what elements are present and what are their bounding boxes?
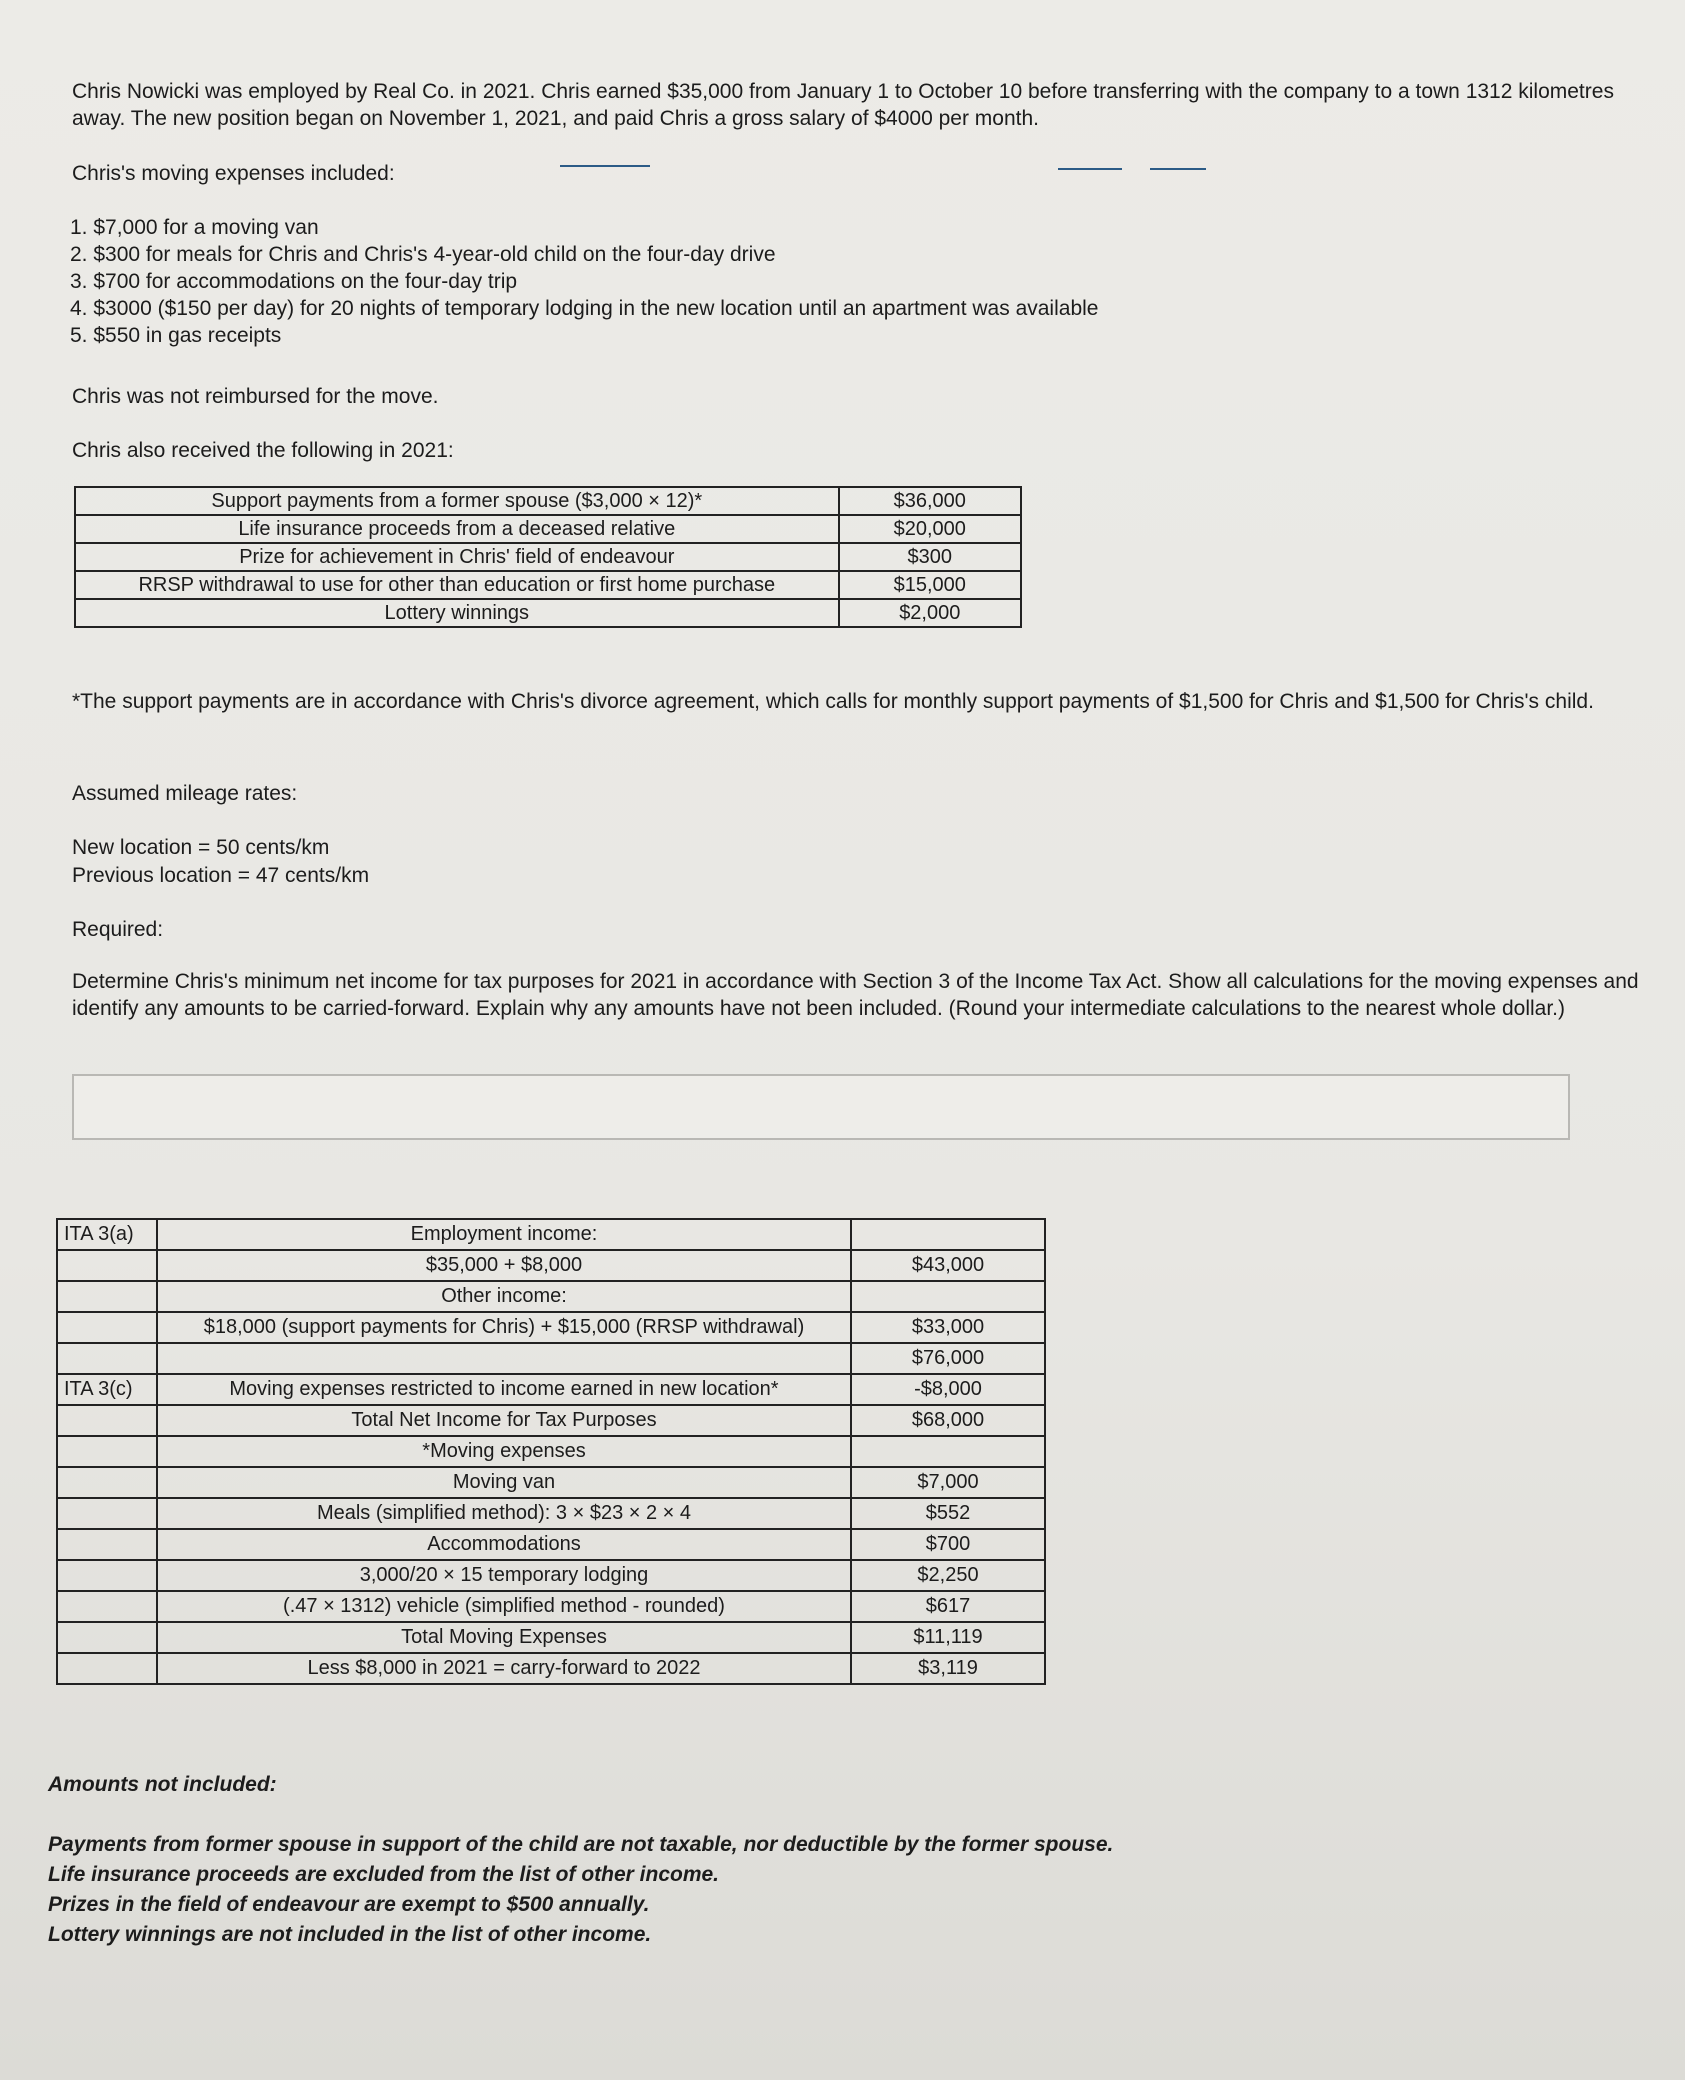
table-row (57, 1219, 1045, 1250)
table-cell: Prize for achievement in Chris' field of endeavour (75, 543, 839, 571)
table-cell (851, 1219, 1045, 1250)
table-cell: $76,000 (851, 1343, 1045, 1374)
not-reimbursed-text: Chris was not reimbursed for the move. (72, 385, 439, 408)
table-cell (57, 1653, 157, 1684)
table-row (75, 487, 1021, 515)
table-cell: $43,000 (851, 1250, 1045, 1281)
table-cell (851, 1436, 1045, 1467)
table-row (57, 1405, 1045, 1436)
table-cell (57, 1312, 157, 1343)
table-cell: $33,000 (851, 1312, 1045, 1343)
moving-heading: Chris's moving expenses included: (72, 162, 395, 185)
table-row (57, 1312, 1045, 1343)
intro-paragraph: Chris Nowicki was employed by Real Co. in 2021. Chris earned $35,000 from January 1 to October 10 before transferring with the company to a town 1312 kilometres away. The new position began on November 1, 2021, and paid Chris a gross salary of $4000 per month. (72, 80, 1614, 130)
table-cell: $18,000 (support payments for Chris) + $15,000 (RRSP withdrawal) (157, 1312, 851, 1343)
table-cell: RRSP withdrawal to use for other than education or first home purchase (75, 571, 839, 599)
table-cell: Support payments from a former spouse ($3,000 × 12)* (75, 487, 839, 515)
table-cell: Total Moving Expenses (157, 1622, 851, 1653)
list-item: 3. $700 for accommodations on the four-day trip (70, 270, 518, 293)
table-row (57, 1436, 1045, 1467)
table-cell: Lottery winnings (75, 599, 839, 627)
table-cell (57, 1591, 157, 1622)
not-included-line: Payments from former spouse in support of the child are not taxable, nor deductible by the former spouse. (48, 1833, 1114, 1856)
table-cell: $700 (851, 1529, 1045, 1560)
table-cell: Accommodations (157, 1529, 851, 1560)
table-cell (57, 1560, 157, 1591)
table-row (57, 1343, 1045, 1374)
table-cell: *Moving expenses (157, 1436, 851, 1467)
moving-expense-list (70, 214, 1098, 349)
mileage-new: New location = 50 cents/km (72, 836, 330, 859)
support-footnote: *The support payments are in accordance with Chris's divorce agreement, which calls for monthly support payments of $1,500 for Chris and $1,500 for Chris's child. (72, 690, 1594, 713)
required-heading: Required: (72, 918, 164, 941)
table-cell (57, 1529, 157, 1560)
table-cell (851, 1281, 1045, 1312)
table-row (57, 1560, 1045, 1591)
pen-underline-mark (560, 165, 650, 167)
not-included-line: Lottery winnings are not included in the list of other income. (48, 1923, 652, 1946)
table-cell: $68,000 (851, 1405, 1045, 1436)
table-cell: $11,119 (851, 1622, 1045, 1653)
list-item: 1. $7,000 for a moving van (70, 216, 319, 239)
table-row (57, 1529, 1045, 1560)
table-row (75, 543, 1021, 571)
table-cell: Total Net Income for Tax Purposes (157, 1405, 851, 1436)
table-cell: ITA 3(a) (57, 1219, 157, 1250)
table-cell (57, 1498, 157, 1529)
table-cell: $7,000 (851, 1467, 1045, 1498)
table-cell (157, 1343, 851, 1374)
table-cell: (.47 × 1312) vehicle (simplified method - rounded) (157, 1591, 851, 1622)
table-cell (57, 1622, 157, 1653)
table-cell (57, 1343, 157, 1374)
table-cell: $3,119 (851, 1653, 1045, 1684)
table-row (75, 515, 1021, 543)
table-cell: -$8,000 (851, 1374, 1045, 1405)
table-cell: Other income: (157, 1281, 851, 1312)
table-row (75, 571, 1021, 599)
table-row (57, 1374, 1045, 1405)
table-cell: Life insurance proceeds from a deceased relative (75, 515, 839, 543)
table-cell: $20,000 (839, 515, 1021, 543)
amounts-not-included (48, 1770, 1348, 1950)
table-cell: Moving expenses restricted to income earned in new location* (157, 1374, 851, 1405)
table-cell: Employment income: (157, 1219, 851, 1250)
table-cell (57, 1405, 157, 1436)
pen-underline-mark (1150, 168, 1206, 170)
list-item: 2. $300 for meals for Chris and Chris's 4-year-old child on the four-day drive (70, 243, 776, 266)
table-cell (57, 1467, 157, 1498)
table-cell: Moving van (157, 1467, 851, 1498)
table-row (57, 1498, 1045, 1529)
mileage-previous: Previous location = 47 cents/km (72, 864, 370, 887)
table-cell (57, 1281, 157, 1312)
received-table (74, 486, 1022, 628)
table-row (57, 1622, 1045, 1653)
table-cell: $36,000 (839, 487, 1021, 515)
not-included-line: Prizes in the field of endeavour are exempt to $500 annually. (48, 1893, 650, 1916)
table-row (57, 1653, 1045, 1684)
table-row (75, 599, 1021, 627)
table-cell: 3,000/20 × 15 temporary lodging (157, 1560, 851, 1591)
table-row (57, 1250, 1045, 1281)
table-row (57, 1591, 1045, 1622)
calculation-table (56, 1218, 1046, 1685)
not-included-heading: Amounts not included: (48, 1773, 277, 1796)
table-cell: Less $8,000 in 2021 = carry-forward to 2022 (157, 1653, 851, 1684)
table-row (57, 1467, 1045, 1498)
table-cell: ITA 3(c) (57, 1374, 157, 1405)
table-cell: $617 (851, 1591, 1045, 1622)
not-included-line: Life insurance proceeds are excluded from the list of other income. (48, 1863, 720, 1886)
list-item: 4. $3000 ($150 per day) for 20 nights of temporary lodging in the new location until an apartment was available (70, 297, 1099, 320)
required-text: Determine Chris's minimum net income for tax purposes for 2021 in accordance with Section 3 of the Income Tax Act. Show all calculations for the moving expenses and identify any amounts to be carried-forward. Explain why any amounts have not been included. (Round your intermediate calculations to the nearest whole dollar.) (72, 970, 1639, 1020)
list-item: 5. $550 in gas receipts (70, 324, 282, 347)
answer-input[interactable] (72, 1074, 1570, 1140)
table-cell: $15,000 (839, 571, 1021, 599)
table-cell: $2,000 (839, 599, 1021, 627)
table-cell (57, 1250, 157, 1281)
table-cell (57, 1436, 157, 1467)
received-heading: Chris also received the following in 2021: (72, 439, 454, 462)
table-row (57, 1281, 1045, 1312)
table-cell: $300 (839, 543, 1021, 571)
table-cell: $35,000 + $8,000 (157, 1250, 851, 1281)
table-cell: $2,250 (851, 1560, 1045, 1591)
mileage-heading: Assumed mileage rates: (72, 782, 298, 805)
table-cell: Meals (simplified method): 3 × $23 × 2 × 4 (157, 1498, 851, 1529)
table-cell: $552 (851, 1498, 1045, 1529)
pen-underline-mark (1058, 168, 1122, 170)
